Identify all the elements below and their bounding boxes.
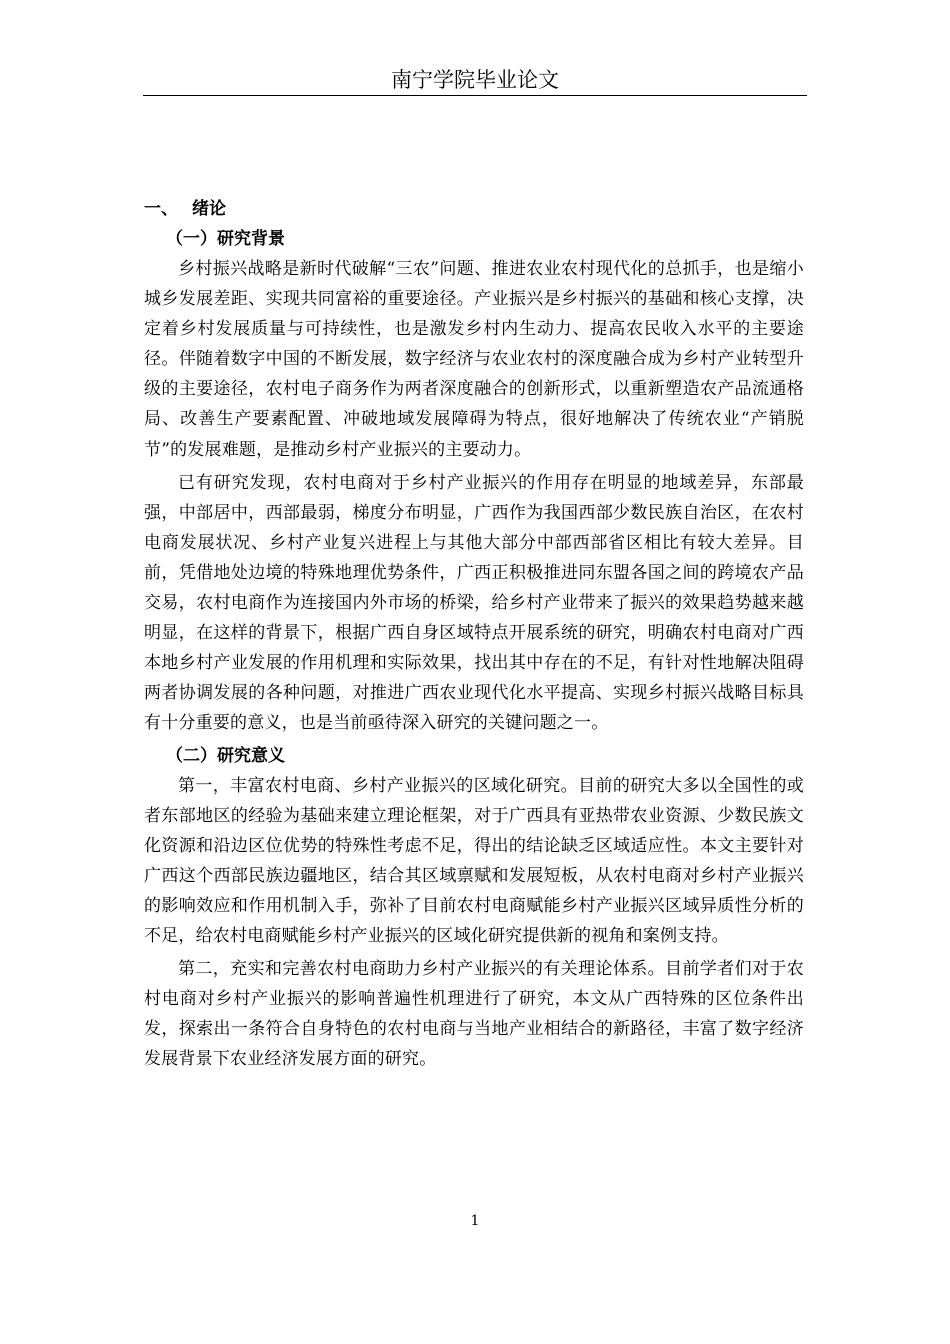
paragraph: 第一，丰富农村电商、乡村产业振兴的区域化研究。目前的研究大多以全国性的或者东部地区的经验为基础来建立理论框架，对于广西具有亚热带农业资源、少数民族文化资源和沿边区位优势的特殊性考虑不足，得出的结论缺乏区域适应性。本文主要针对广西这个西部民族边疆地区，结合其区域禀赋和发展短板，从农村电商对乡村产业振兴的影响效应和作用机制入手，弥补了目前农村电商赋能乡村产业振兴区域异质性分析的不足，给农村电商赋能乡村产业振兴的区域化研究提供新的视角和案例支持。 [144,775,804,946]
subsection-heading-significance: （二）研究意义 [166,745,285,766]
subsection-heading-background: （一）研究背景 [166,229,285,249]
page-number: 1 [470,1213,480,1229]
paragraph: 乡村振兴战略是新时代破解“三农”问题、推进农业农村现代化的总抓手，也是缩小城乡发展差距、实现共同富裕的重要途径。产业振兴是乡村振兴的基础和核心支撑，决定着乡村发展质量与可持续性，也是激发乡村内生动力、提高农民收入水平的主要途径。伴随着数字中国的不断发展，数字经济与农业农村的深度融合成为乡村产业转型升级的主要途径，农村电子商务作为两者深度融合的创新形式，以重新塑造农产品流通格局、改善生产要素配置、冲破地域发展障碍为特点，很好地解决了传统农业“产销脱节”的发展难题，是推动乡村产业振兴的主要动力。 [144,259,804,460]
page-header-title: 南宁学院毕业论文 [391,68,559,92]
header-rule [143,95,807,96]
section-title: 绪论 [192,199,226,219]
section-heading [144,194,804,224]
paragraph: 已有研究发现，农村电商对于乡村产业振兴的作用存在明显的地域差异，东部最强，中部居中，西部最弱，梯度分布明显，广西作为我国西部少数民族自治区，在农村电商发展状况、乡村产业复兴进程上与其他大部分中部西部省区相比有较大差异。目前，凭借地处边境的特殊地理优势条件，广西正积极推进同东盟各国之间的跨境农产品交易，农村电商作为连接国内外市场的桥梁，给乡村产业带来了振兴的效果趋势越来越明显，在这样的背景下，根据广西自身区域特点开展系统的研究，明确农村电商对广西本地乡村产业发展的作用机理和实际效果，找出其中存在的不足，有针对性地解决阻碍两者协调发展的各种问题，对推进广西农业现代化水平提高、实现乡村振兴战略目标具有十分重要的意义，也是当前亟待深入研究的关键问题之一。 [144,472,804,734]
paragraph: 第二，充实和完善农村电商助力乡村产业振兴的有关理论体系。目前学者们对于农村电商对乡村产业振兴的影响普遍性机理进行了研究，本文从广西特殊的区位条件出发，探索出一条符合自身特色的农村电商与当地产业相结合的新路径，丰富了数字经济发展背景下农业经济发展方面的研究。 [144,959,804,1070]
document-body [144,194,804,1074]
section-number: 一、 [144,199,178,219]
